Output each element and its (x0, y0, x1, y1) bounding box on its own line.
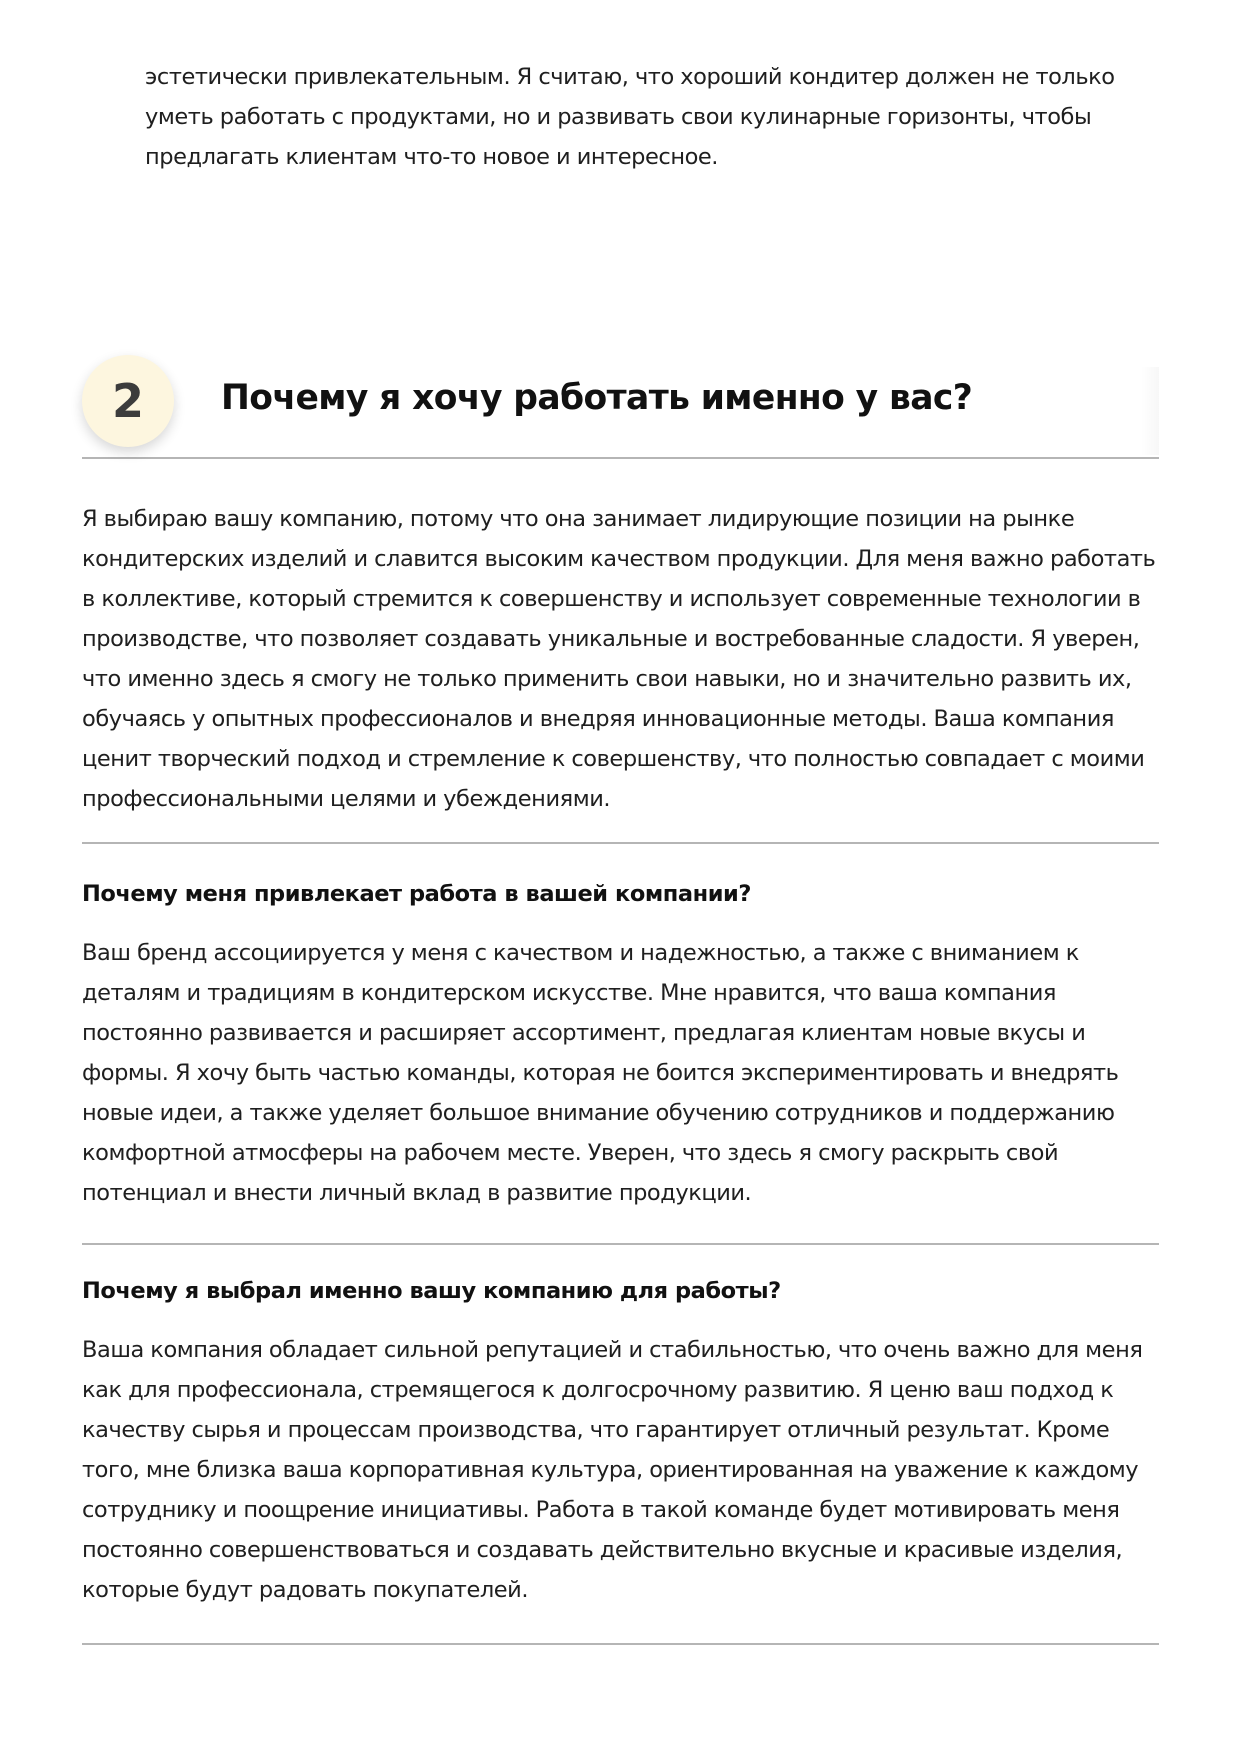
section-body-block (82, 499, 1159, 844)
intro-paragraph: эстетически привлекательным. Я считаю, что хороший кондитер должен не только уметь работать с продуктами, но и развивать свои кулинарные горизонты, чтобы предлагать клиентам что-то новое и интересное. (145, 64, 1115, 170)
question-block (82, 1271, 1159, 1645)
section-title: Почему я хочу работать именно у вас? (221, 378, 973, 418)
question-heading: Почему я выбрал именно вашу компанию для работы? (82, 1278, 781, 1304)
question-heading: Почему меня привлекает работа в вашей компании? (82, 881, 751, 907)
question-answer: Ваша компания обладает сильной репутацией и стабильностью, что очень важно для меня как для профессионала, стремящегося к долгосрочному развитию. Я ценю ваш подход к качеству сырья и процессам производства, что гарантирует отличный результат. Кроме того, мне близка ваша корпоративная культура, ориентированная на уважение к каждому сотруднику и поощрение инициативы. Работа в такой команде будет мотивировать меня постоянно совершенствоваться и создавать действительно вкусные и красивые изделия, которые будут радовать покупателей. (82, 1337, 1143, 1603)
section-header (82, 355, 1159, 459)
section-body-paragraph: Я выбираю вашу компанию, потому что она занимает лидирующие позиции на рынке кондитерских изделий и славится высоким качеством продукции. Для меня важно работать в коллективе, который стремится к совершенству и использует современные технологии в производстве, что позволяет создавать уникальные и востребованные сладости. Я уверен, что именно здесь я смогу не только применить свои навыки, но и значительно развить их, обучаясь у опытных профессионалов и внедряя инновационные методы. Ваша компания ценит творческий подход и стремление к совершенству, что полностью совпадает с моими профессиональными целями и убеждениями. (82, 506, 1156, 812)
section-number-badge: 2 (82, 355, 174, 447)
question-block (82, 874, 1159, 1245)
question-answer: Ваш бренд ассоциируется у меня с качеством и надежностью, а также с вниманием к деталям и традициям в кондитерском искусстве. Мне нравится, что ваша компания постоянно развивается и расширяет ассортимент, предлагая клиентам новые вкусы и формы. Я хочу быть частью команды, которая не боится экспериментировать и внедрять новые идеи, а также уделяет большое внимание обучению сотрудников и поддержанию комфортной атмосферы на рабочем месте. Уверен, что здесь я смогу раскрыть свой потенциал и внести личный вклад в развитие продукции. (82, 940, 1119, 1206)
